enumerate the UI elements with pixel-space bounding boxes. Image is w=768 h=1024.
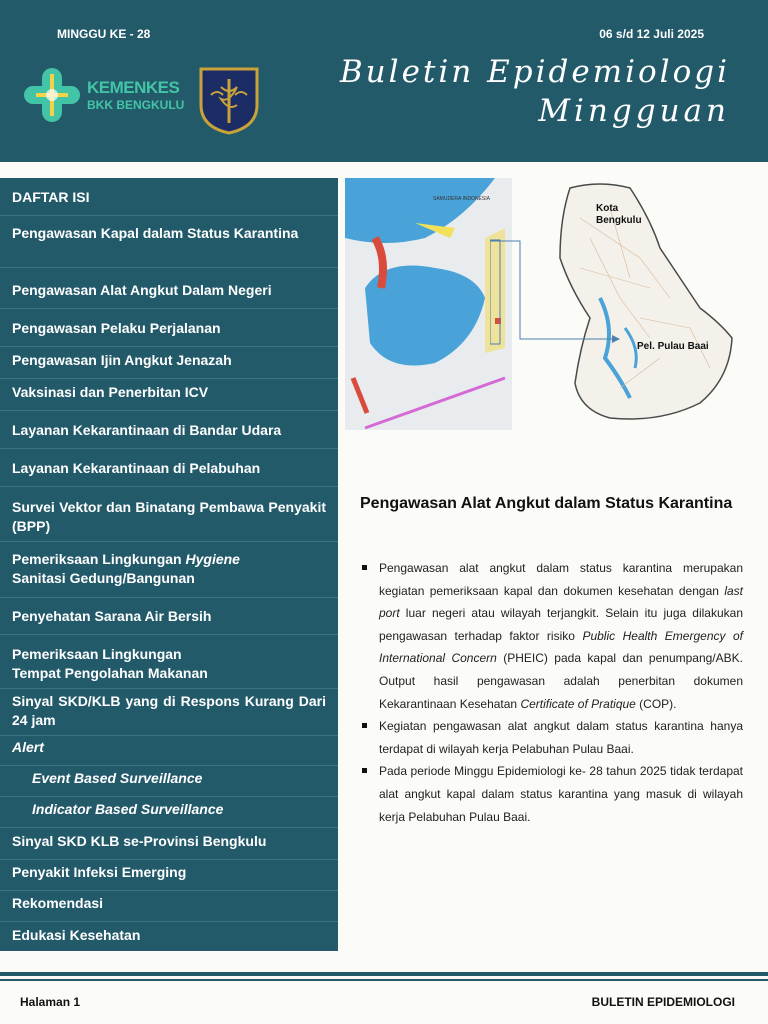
text-italic: last port [379, 583, 743, 621]
toc-item-alert[interactable]: Alert [0, 738, 338, 766]
table-of-contents [0, 178, 338, 951]
toc-text: Tempat Pengolahan Makanan [12, 665, 208, 681]
toc-item-vaksinasi-icv[interactable]: Vaksinasi dan Penerbitan ICV [0, 383, 338, 411]
text-italic: Certificate of Pratique [520, 696, 636, 711]
text-italic: Public Health Emergency of International Concern [379, 628, 743, 666]
logo-text-bkk: BKK BENGKULU [87, 98, 185, 112]
toc-item-edukasi[interactable]: Edukasi Kesehatan [12, 927, 141, 943]
text: (COP). [635, 696, 677, 711]
toc-text: Pemeriksaan Lingkungan [12, 646, 182, 662]
toc-item-survei-vektor[interactable]: Survei Vektor dan Binatang Pembawa Penyakit (BPP) [0, 498, 338, 542]
article-bullet-list [362, 557, 743, 828]
bullet-item-1 [362, 557, 743, 715]
toc-item-rekomendasi[interactable]: Rekomendasi [0, 894, 338, 922]
footer-publication-name: BULETIN EPIDEMIOLOGI [591, 995, 735, 1009]
toc-item-kapal-karantina[interactable]: Pengawasan Kapal dalam Status Karantina [0, 224, 338, 268]
toc-item-pelaku-perjalanan[interactable]: Pengawasan Pelaku Perjalanan [0, 319, 338, 347]
toc-item-pie[interactable]: Penyakit Infeksi Emerging [0, 863, 338, 891]
page-number: Halaman 1 [20, 995, 81, 1009]
toc-item-ijin-jenazah[interactable]: Pengawasan Ijin Angkut Jenazah [0, 351, 338, 379]
bullet-item-2: Kegiatan pengawasan alat angkut dalam status karantina hanya terdapat di wilayah kerja Pelabuhan Pulau Baai. [362, 715, 743, 760]
date-range: 06 s/d 12 Juli 2025 [599, 27, 704, 41]
toc-text: Pemeriksaan Lingkungan [12, 551, 182, 567]
text: luar negeri atau wilayah terjangkit. Selain itu juga dilakukan pengawasan terhadap faktor risiko [379, 606, 743, 643]
toc-item-bandar-udara[interactable]: Layanan Kekarantinaan di Bandar Udara [0, 421, 338, 449]
logo-text-kemenkes: KEMENKES [87, 78, 180, 97]
port-map-image [345, 178, 512, 430]
toc-text-italic: Hygiene [185, 551, 240, 567]
toc-heading: DAFTAR ISI [0, 188, 338, 216]
toc-item-sinyal-provinsi[interactable]: Sinyal SKD KLB se-Provinsi Bengkulu [0, 832, 338, 860]
toc-item-sinyal-24jam[interactable]: Sinyal SKD/KLB yang di Respons Kurang Dari 24 jam [0, 692, 338, 736]
toc-item-ibs[interactable]: Indicator Based Surveillance [0, 800, 338, 828]
week-number: MINGGU KE - 28 [57, 27, 151, 41]
quarantine-emblem-icon [197, 65, 261, 135]
toc-item-alat-angkut-dn[interactable]: Pengawasan Alat Angkut Dalam Negeri [0, 281, 338, 309]
map-label-pulau-baai: Pel. Pulau Baai [637, 341, 709, 352]
article-title: Pengawasan Alat Angkut dalam Status Karantina [360, 495, 733, 512]
footer-rule-thin [0, 979, 768, 981]
toc-item-pelabuhan[interactable]: Layanan Kekarantinaan di Pelabuhan [0, 459, 338, 487]
toc-item-lingkungan-gedung[interactable] [0, 550, 338, 598]
toc-item-ebs[interactable]: Event Based Surveillance [0, 769, 338, 797]
ocean-label: SAMUDERA INDONESIA [433, 196, 490, 202]
toc-item-air-bersih[interactable]: Penyehatan Sarana Air Bersih [0, 607, 338, 635]
toc-text: Sanitasi Gedung/Bangunan [12, 570, 195, 586]
text: (PHEIC) pada kapal dan penumpang/ABK. Output hasil pengawasan adalah penerbitan dokumen Kekarantinaan Kesehatan [379, 651, 743, 711]
text: Pengawasan alat angkut dalam status karantina merupakan kegiatan pemeriksaan kapal dan dokumen kesehatan dengan [379, 561, 743, 598]
map-label-kota-bengkulu: Kota Bengkulu [596, 203, 642, 226]
bullet-item-3: Pada periode Minggu Epidemiologi ke- 28 tahun 2025 tidak terdapat alat angkut kapal dalam status karantina yang masuk di wilayah kerja Pelabuhan Pulau Baai. [362, 760, 743, 828]
map-connector-arrow [490, 238, 630, 348]
header-banner [0, 0, 768, 162]
bulletin-title-line1: Buletin Epidemiologi [339, 54, 730, 90]
kemenkes-logo-icon [22, 64, 84, 126]
kemenkes-logo [22, 64, 192, 126]
toc-item-tpm[interactable] [0, 645, 338, 689]
bulletin-title-line2: Mingguan [538, 93, 730, 129]
footer-rule [0, 972, 768, 976]
